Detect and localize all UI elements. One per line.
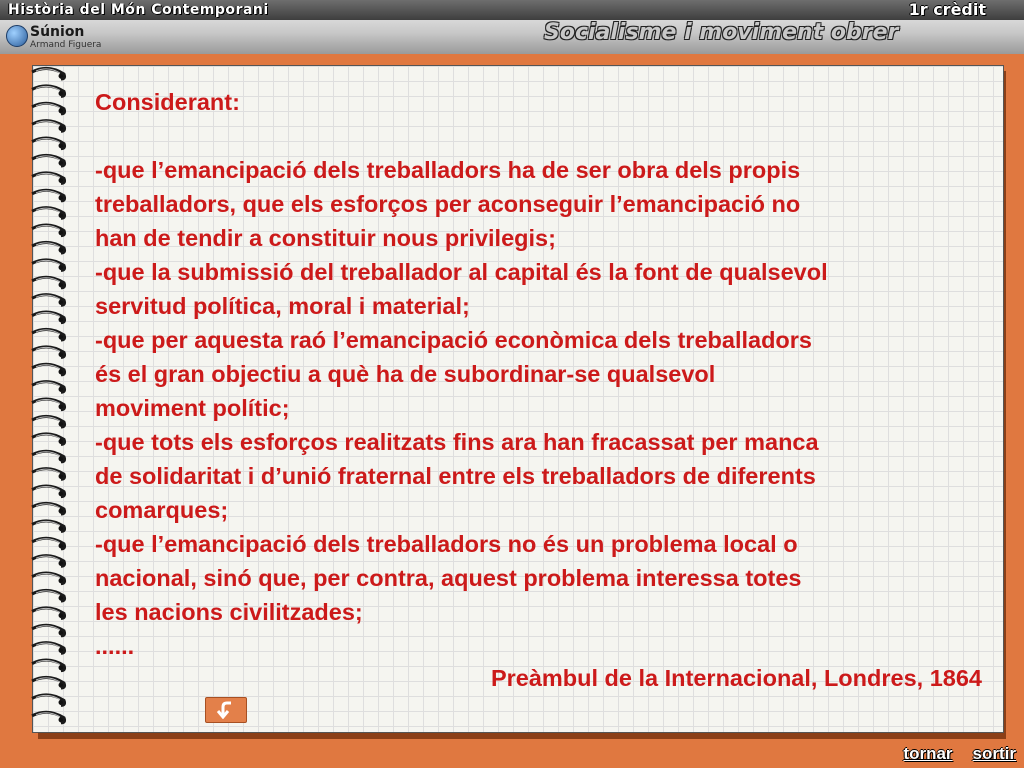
unit-title: Socialisme i moviment obrer: [544, 20, 899, 45]
binding-ring: [32, 608, 66, 619]
binding-ring: [32, 590, 66, 601]
binding-ring: [32, 277, 66, 288]
binding-ring: [32, 573, 66, 584]
text-line: ......: [95, 633, 135, 659]
citation: Preàmbul de la Internacional, Londres, 1864: [490, 665, 982, 691]
document-text: [95, 85, 995, 663]
binding-ring: [32, 138, 66, 149]
text-line: -que la submissió del treballador al capital és la font de qualsevol: [95, 259, 828, 285]
binding-ring: [32, 295, 66, 306]
binding-ring: [32, 208, 66, 219]
back-link[interactable]: tornar: [903, 744, 953, 763]
binding-ring: [32, 399, 66, 410]
globe-icon: [6, 25, 28, 47]
return-arrow-button[interactable]: [205, 697, 247, 723]
text-line: -que per aquesta raó l’emancipació econòmica dels treballadors: [95, 327, 812, 353]
binding-ring: [32, 382, 66, 393]
text-line: -que l’emancipació dels treballadors no és un problema local o: [95, 531, 798, 557]
binding-ring: [32, 643, 66, 654]
binding-ring: [32, 173, 66, 184]
footer-nav: [903, 744, 1016, 764]
text-line: comarques;: [95, 497, 229, 523]
binding-ring: [32, 329, 66, 340]
binding-ring: [32, 538, 66, 549]
credit-label: 1r crèdit: [908, 0, 986, 19]
course-title: Història del Món Contemporani: [8, 2, 269, 18]
binding-ring: [32, 695, 66, 706]
text-line: Considerant:: [95, 89, 240, 115]
binding-ring: [32, 68, 66, 79]
binding-ring: [32, 469, 66, 480]
binding-ring: [32, 556, 66, 567]
binding-ring: [32, 677, 66, 688]
binding-ring: [32, 486, 66, 497]
text-line: servitud política, moral i material;: [95, 293, 470, 319]
binding-ring: [32, 121, 66, 132]
text-line: [95, 119, 995, 153]
text-line: moviment polític;: [95, 395, 290, 421]
binding-ring: [32, 190, 66, 201]
spiral-binding: [28, 64, 70, 734]
binding-ring: [32, 260, 66, 271]
binding-ring: [32, 155, 66, 166]
binding-ring: [32, 521, 66, 532]
logo-author: Armand Figuera: [30, 40, 102, 50]
logo-name: Súnion: [30, 24, 85, 40]
text-line: és el gran objectiu a què ha de subordinar-se qualsevol: [95, 361, 716, 387]
text-line: nacional, sinó que, per contra, aquest problema interessa totes: [95, 565, 802, 591]
sunion-logo: [6, 24, 116, 52]
binding-ring: [32, 451, 66, 462]
binding-ring: [32, 712, 66, 723]
return-arrow-icon: [215, 701, 237, 719]
binding-ring: [32, 416, 66, 427]
text-line: les nacions civilitzades;: [95, 599, 363, 625]
binding-ring: [32, 103, 66, 114]
binding-ring: [32, 242, 66, 253]
text-line: -que tots els esforços realitzats fins ara han fracassat per manca: [95, 429, 819, 455]
binding-ring: [32, 312, 66, 323]
header-bar: [0, 0, 1024, 54]
binding-ring: [32, 503, 66, 514]
binding-ring: [32, 434, 66, 445]
binding-ring: [32, 660, 66, 671]
exit-link[interactable]: sortir: [972, 744, 1016, 763]
text-line: de solidaritat i d’unió fraternal entre els treballadors de diferents: [95, 463, 816, 489]
text-line: han de tendir a constituir nous privilegis;: [95, 225, 556, 251]
binding-ring: [32, 86, 66, 97]
binding-ring: [32, 625, 66, 636]
text-line: treballadors, que els esforços per aconseguir l’emancipació no: [95, 191, 801, 217]
text-line: -que l’emancipació dels treballadors ha de ser obra dels propis: [95, 157, 801, 183]
binding-ring: [32, 364, 66, 375]
binding-ring: [32, 225, 66, 236]
binding-ring: [32, 347, 66, 358]
